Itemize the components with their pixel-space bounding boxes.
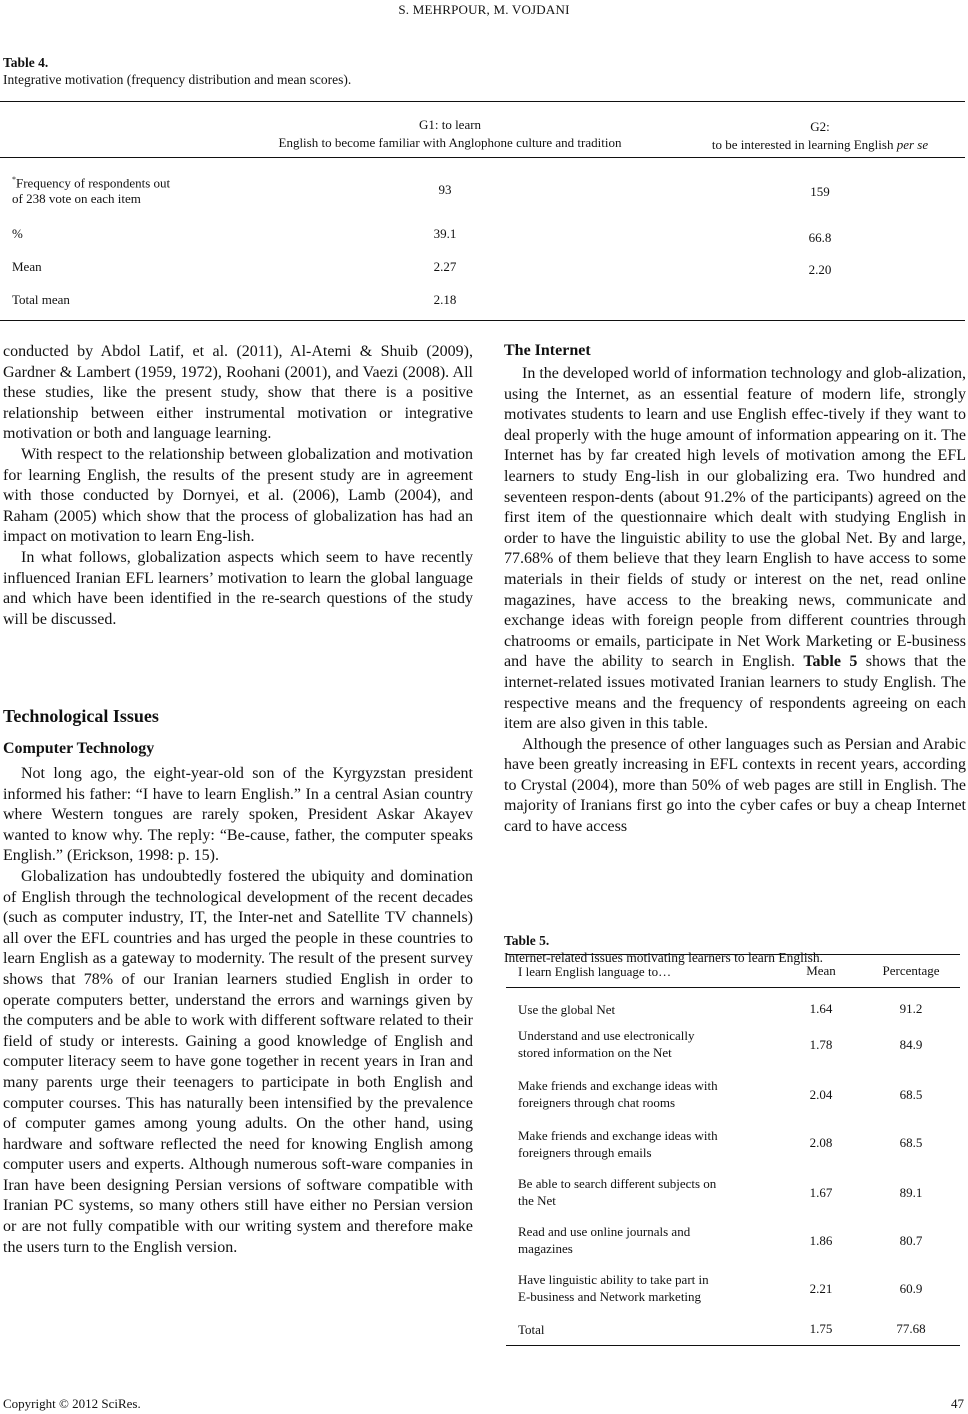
table4-row-total-label: Total mean [12, 292, 70, 307]
table5-item: Read and use online journals and [518, 1224, 691, 1239]
table5-mean: 1.86 [809, 1233, 833, 1248]
table5-percentage: 89.1 [899, 1185, 923, 1200]
table5-item: Use the global Net [518, 1002, 616, 1017]
body-paragraph: conducted by Abdol Latif, et al. (2011), Al-Atemi & Shuib (2009), Gardner & Lambert (1959, 1972), Roohani (2001), and Vaezi (2008). All these studies, like the present study, show that there is a positive relationship between either instrumental motivation or integrative motivation or both and language learning. [3, 343, 473, 443]
body-paragraph: In what follows, globalization aspects which seem to have recently influenced Iranian EFL learners’ motivation to learn the global language and which have been identified in the re-search questions of the study will be discussed. [3, 548, 473, 628]
table4-g1-header-line2: English to become familiar with Anglophone culture and tradition [278, 135, 622, 150]
table4-pct-g1: 39.1 [433, 226, 457, 241]
table5-item-cont: foreigners through emails [518, 1145, 652, 1160]
table4-g2-header-text: to be interested in learning English [711, 137, 897, 152]
table5-mean: 2.04 [809, 1087, 833, 1102]
table5-col-mean: Mean [806, 963, 836, 978]
table4-title: Integrative motivation (frequency distribution and mean scores). [3, 72, 352, 87]
table4-g2-header [680, 118, 960, 154]
table5-mean: 1.67 [809, 1185, 833, 1200]
table5-item-cont: magazines [518, 1241, 573, 1256]
table4-header-divider [0, 157, 965, 158]
table4-freq-g2: 159 [810, 184, 830, 199]
table5-percentage: 77.68 [896, 1321, 926, 1336]
table5-title: Internet-related issues motivating learners to learn English. [504, 950, 824, 965]
table4-caption [3, 54, 351, 88]
page-number: 47 [951, 1396, 964, 1411]
table5-reference: Table 5 [803, 653, 858, 671]
body-paragraph [504, 364, 966, 735]
table4-mean-g1: 2.27 [433, 259, 457, 274]
table5-header-divider [506, 987, 960, 988]
table5-item: Make friends and exchange ideas with [518, 1128, 718, 1143]
table5-mean: 1.78 [809, 1037, 833, 1052]
table5-percentage: 60.9 [899, 1281, 923, 1296]
body-paragraph: Globalization has undoubtedly fostered the ubiquity and domination of English through the technological development of the recent decades (such as computer industry, IT, the Inter-net and Satellite TV channels) all over the EFL countries and has urged the people in these countries to learn English as a gateway to modernity. The result of the present survey shows that 78% of our Iranian learners studied English in order to operate computers better, understand the errors and warnings given by the computers and be able to work with different software related to their field of study or interests. Gaining a good knowledge of English and computer literacy seem to have gone together in recent years in Iran and many parents urge their teenagers to participate in both English and computer courses. This has naturally been intensified by the prevalence of computer games among young adults. On the other hand, using hardware and software reflected the need for knowing English among computer users and experts. Although numerous soft-ware companies in Iran have been designing Persian versions of software compatible with Iranian PC systems, so many others still have either no Persian version or are not fully compatible with our writing system and therefore make the users turn to the English version. [3, 867, 473, 1256]
table4-total-mean: 2.18 [433, 292, 457, 307]
table5-number: Table 5. [504, 933, 550, 948]
left-column-top [3, 342, 473, 630]
table5-percentage: 84.9 [899, 1037, 923, 1052]
table5-item-cont: E-business and Network marketing [518, 1289, 702, 1304]
table5-mean: 1.75 [809, 1321, 833, 1336]
body-paragraph: With respect to the relationship between globalization and motivation for learning English, the results of the present study are in agreement with those conducted by Dornyei, et al. (2006), Lamb (2004), and Raham (2005) which show that the process of globalization has had an impact on motivation to learn Eng-lish. [3, 445, 473, 546]
table4-g1-header [240, 116, 660, 152]
subsection-heading: The Internet [504, 342, 591, 359]
body-text: shows that the internet-related issues motivated Iranian learners to study English. The respective means and the frequency of respondents agreeing on each item are also given in this table. [504, 653, 967, 733]
table5-col-item: I learn English language to… [518, 964, 672, 979]
table4-number: Table 4. [3, 55, 49, 70]
table5-percentage: 68.5 [899, 1087, 923, 1102]
table5-mean: 2.21 [809, 1281, 833, 1296]
table4-g2-header-italic: per se [896, 137, 929, 152]
table5-item: Total [518, 1322, 545, 1337]
table4-row-frequency-line1: Frequency of respondents out [16, 175, 171, 191]
body-paragraph: Not long ago, the eight-year-old son of the Kyrgyzstan president informed his father: “I have to learn English.” In a central Asian country where Western tongues are rarely spoken, President Askar Akayev wanted to know why. The reply: “Be-cause, father, the computer speaks English.” (Erickson, 1998: p. 15). [3, 765, 473, 865]
table5-mean: 1.64 [809, 1001, 833, 1016]
table4-pct-g2: 66.8 [808, 230, 832, 245]
copyright: Copyright © 2012 SciRes. [3, 1396, 141, 1411]
table5-col-percentage: Percentage [882, 963, 940, 978]
table4-row-frequency-line2: of 238 vote on each item [12, 191, 141, 207]
table5-item: Understand and use electronically [518, 1028, 695, 1043]
table5-percentage: 68.5 [899, 1135, 923, 1150]
body-paragraph: Although the presence of other languages such as Persian and Arabic have been greatly increasing in EFL contexts in recent years, according to Crystal (2004), more than 50% of web pages are still in English. The majority of Iranians first go into the cyber cafes or buy a cheap Internet card to have access [504, 735, 966, 836]
table5-mean: 2.08 [809, 1135, 833, 1150]
running-head: S. MEHRPOUR, M. VOJDANI [398, 2, 570, 17]
table4-row-mean-label: Mean [12, 259, 42, 274]
table5-item: Make friends and exchange ideas with [518, 1078, 718, 1093]
table4-freq-g1: 93 [438, 182, 452, 197]
table4 [0, 101, 965, 321]
table5-percentage: 91.2 [899, 1001, 923, 1016]
left-column-bottom [3, 764, 473, 1258]
table5-item: Have linguistic ability to take part in [518, 1272, 709, 1287]
table4-row-percent-label: % [12, 226, 23, 241]
table5-item-cont: the Net [518, 1193, 556, 1208]
body-text: In the developed world of information technology and glob-alization, using the Internet, as an essential feature of modern life, strongly motivates students to learn and use English effec-tively if they want to deal properly with the huge amount of information appearing on it. The Internet has by far created high levels of motivation among the EFL learners to study Eng-lish in our globalizing era. Two hundred and seventeen respon-dents (about 91.2% of the participants) agreed on the first item of the questionnaire which dealt with studying English in order to have the linguistic ability to use the global Net. By and large, 77.68% of them believe that they learn English to have access to some materials in their fields of study or interest on the net, read online magazines, have access to the breaking news, communicate and exchange ideas with foreign people from different countries through chatrooms or emails, participate in Net Work Marketing or E-business and have the ability to search in English. [504, 365, 966, 671]
table5-item-cont: stored information on the Net [518, 1045, 672, 1060]
table4-row-frequency-label [12, 172, 232, 207]
table4-g2-header-line2 [680, 136, 960, 154]
table5-item-cont: foreigners through chat rooms [518, 1095, 676, 1110]
table4-g1-header-line1: G1: to learn [418, 117, 482, 132]
subsection-heading: Computer Technology [3, 740, 155, 757]
table5 [506, 954, 960, 1346]
section-heading: Technological Issues [3, 706, 159, 726]
table4-mean-g2: 2.20 [808, 262, 832, 277]
right-column [504, 364, 966, 838]
table4-g2-header-line1: G2: [810, 119, 830, 134]
table4-footnote-mark: * [12, 175, 16, 184]
table5-percentage: 80.7 [899, 1233, 923, 1248]
table5-item: Be able to search different subjects on [518, 1176, 717, 1191]
